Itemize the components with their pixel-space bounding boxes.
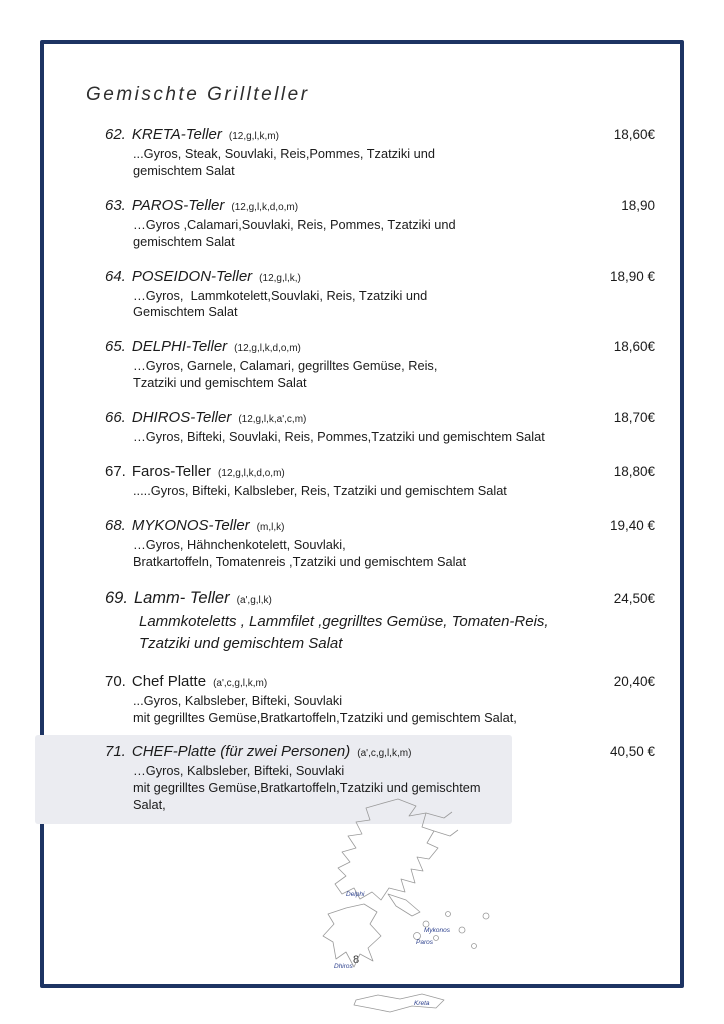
item-allergens: (12,g,l,k,d,o,m) xyxy=(231,201,299,213)
greece-map xyxy=(276,796,524,1024)
item-name: DELPHI-Teller xyxy=(131,338,228,356)
item-name: Chef Platte xyxy=(131,672,207,690)
map-label-mykonos: Mykonos xyxy=(424,927,451,934)
item-number: 71. xyxy=(105,743,126,761)
menu-item xyxy=(105,517,655,571)
item-header xyxy=(105,268,655,285)
item-number: 63. xyxy=(105,196,126,214)
item-allergens: (a',g,l,k) xyxy=(236,594,272,606)
item-price: 18,90 xyxy=(621,197,655,213)
description-line: Lammkoteletts , Lammfilet ,gegrilltes Gemüse, Tomaten-Reis, xyxy=(139,612,549,630)
item-header xyxy=(105,338,655,355)
map-label-dhiros: Dhiros xyxy=(334,963,353,970)
menu-item xyxy=(105,673,655,727)
item-price: 19,40 € xyxy=(609,517,655,533)
item-description xyxy=(105,611,655,656)
description-line: ...Gyros, Kalbsleber, Bifteki, Souvlaki xyxy=(133,692,343,708)
description-line: Bratkartoffeln, Tomatenreis ,Tzatziki und gemischtem Salat xyxy=(133,553,467,569)
item-description xyxy=(105,693,655,727)
item-price: 18,70€ xyxy=(613,410,655,426)
item-description xyxy=(105,358,655,392)
item-price: 18,60€ xyxy=(613,339,655,355)
description-line: …Gyros, Bifteki, Souvlaki, Reis, Pommes,Tzatziki und gemischtem Salat xyxy=(133,429,545,445)
item-allergens: (a',c,g,l,k,m) xyxy=(213,677,268,689)
item-description xyxy=(105,217,655,251)
item-price: 24,50€ xyxy=(613,590,655,606)
item-price: 40,50 € xyxy=(609,744,655,760)
description-line: …Gyros, Kalbsleber, Bifteki, Souvlaki xyxy=(133,763,345,779)
item-allergens: (m,l,k) xyxy=(256,521,285,533)
item-name: MYKONOS-Teller xyxy=(131,516,250,534)
item-description xyxy=(105,288,655,322)
description-line: gemischtem Salat xyxy=(133,162,235,178)
menu-item xyxy=(105,463,655,500)
item-description xyxy=(105,146,655,180)
item-price: 18,60€ xyxy=(613,127,655,142)
item-description xyxy=(105,429,655,446)
item-number: 68. xyxy=(105,516,126,534)
map-label-paros: Paros xyxy=(416,939,433,946)
item-number: 62. xyxy=(105,126,126,143)
description-line: .....Gyros, Bifteki, Kalbsleber, Reis, Tzatziki und gemischtem Salat xyxy=(133,483,507,499)
item-header xyxy=(105,409,655,426)
item-number: 65. xyxy=(105,338,126,356)
description-line: Gemischtem Salat xyxy=(133,304,238,320)
description-line: …Gyros, Lammkotelett,Souvlaki, Reis, Tzatziki und xyxy=(133,287,428,303)
item-header xyxy=(105,743,655,760)
map-label-kreta: Kreta xyxy=(414,1000,430,1007)
description-line: Tzatziki und gemischtem Salat xyxy=(133,375,307,391)
item-description xyxy=(105,537,655,571)
item-number: 64. xyxy=(105,267,126,285)
item-price: 18,80€ xyxy=(613,464,655,480)
item-name: Faros-Teller xyxy=(131,463,212,481)
item-price: 20,40€ xyxy=(613,673,655,689)
item-header xyxy=(105,463,655,480)
item-number: 66. xyxy=(105,409,126,427)
item-header xyxy=(105,673,655,690)
item-price: 18,90 € xyxy=(609,268,655,284)
item-number: 70. xyxy=(105,672,126,690)
item-header xyxy=(105,126,655,143)
menu-item xyxy=(105,409,655,446)
description-line: …Gyros, Hähnchenkotelett, Souvlaki, xyxy=(133,536,346,552)
greece-map-graphic xyxy=(276,796,524,1024)
item-allergens: (12,g,l,k,d,o,m) xyxy=(218,468,285,480)
menu-item xyxy=(105,338,655,392)
description-line: mit gegrilltes Gemüse,Bratkartoffeln,Tzatziki und gemischtem Salat, xyxy=(133,709,517,725)
menu-item xyxy=(105,126,655,180)
item-allergens: (12,g,l,k,m) xyxy=(228,131,279,142)
item-name: KRETA-Teller xyxy=(131,126,222,143)
item-number: 67. xyxy=(105,463,126,481)
item-description xyxy=(105,483,655,500)
item-header xyxy=(105,589,655,608)
item-header xyxy=(105,517,655,534)
description-line: ...Gyros, Steak, Souvlaki, Reis,Pommes, Tzatziki und xyxy=(133,146,436,161)
description-line: Tzatziki und gemischtem Salat xyxy=(139,635,343,653)
description-line: gemischtem Salat xyxy=(133,233,235,249)
menu-item xyxy=(105,197,655,251)
item-name: CHEF-Platte (für zwei Personen) xyxy=(131,743,351,761)
page-number: 8 xyxy=(353,954,360,966)
item-name: DHIROS-Teller xyxy=(131,409,232,427)
item-name: Lamm- Teller xyxy=(133,588,230,607)
item-number: 69. xyxy=(105,588,128,607)
item-allergens: (a',c,g,l,k,m) xyxy=(357,748,412,760)
menu-items xyxy=(105,126,655,831)
item-name: POSEIDON-Teller xyxy=(131,267,253,285)
description-line: Salat, xyxy=(133,797,166,813)
menu-item xyxy=(105,589,655,656)
map-label-delphi: Delphi xyxy=(346,891,365,898)
item-allergens: (12,g,l,k,) xyxy=(259,272,301,284)
item-header xyxy=(105,197,655,214)
item-allergens: (12,g,l,k,a',c,m) xyxy=(238,414,307,426)
item-allergens: (12,g,l,k,d,o,m) xyxy=(234,343,301,355)
menu-item xyxy=(105,268,655,322)
description-line: mit gegrilltes Gemüse,Bratkartoffeln,Tzatziki und gemischtem xyxy=(133,780,481,796)
description-line: …Gyros ,Calamari,Souvlaki, Reis, Pommes, Tzatziki und xyxy=(133,216,456,232)
description-line: …Gyros, Garnele, Calamari, gegrilltes Gemüse, Reis, xyxy=(133,358,438,374)
page-title: Gemischte Grillteller xyxy=(86,84,310,105)
item-name: PAROS-Teller xyxy=(131,196,225,214)
